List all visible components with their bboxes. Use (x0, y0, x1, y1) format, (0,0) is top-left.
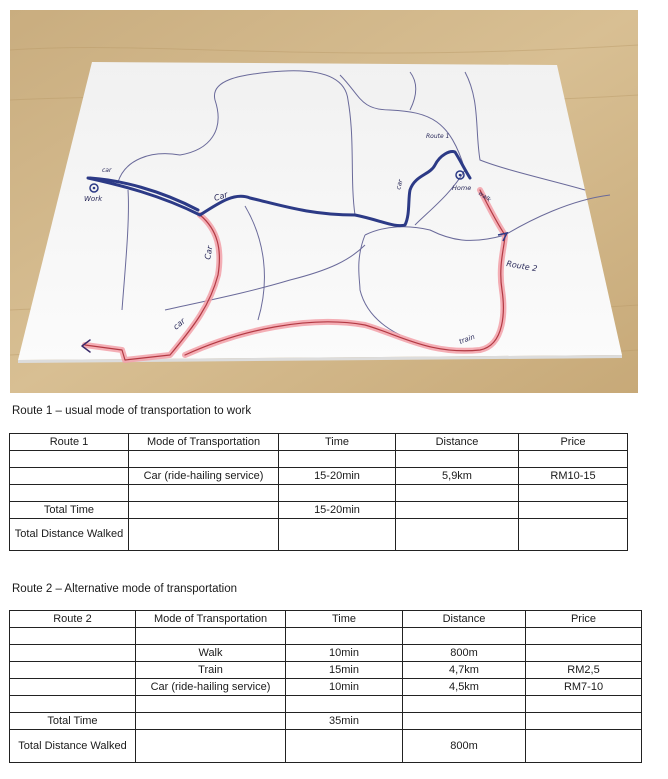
label-route2: Route 2 (505, 259, 538, 274)
table-row (10, 485, 628, 502)
label-route1: Route 1 (426, 133, 450, 140)
table-cell (286, 628, 403, 645)
label-home: Home (452, 184, 472, 192)
table-cell (279, 519, 396, 551)
route2-table (9, 610, 642, 763)
table-cell: Walk (136, 645, 286, 662)
header-distance: Distance (403, 611, 526, 628)
table-cell (129, 451, 279, 468)
table-cell: 800m (403, 730, 526, 763)
table-cell: 15-20min (279, 468, 396, 485)
route1-table (9, 433, 628, 551)
table-cell: RM10-15 (519, 468, 628, 485)
table-cell (279, 485, 396, 502)
table-row (10, 696, 642, 713)
header-time: Time (286, 611, 403, 628)
table-cell (519, 485, 628, 502)
label-car-top: car (102, 167, 112, 174)
header-mode: Mode of Transportation (136, 611, 286, 628)
paper-sheet (18, 62, 622, 360)
header-time: Time (279, 434, 396, 451)
table-cell (526, 730, 642, 763)
table-cell: Total Time (10, 713, 136, 730)
table-cell (10, 485, 129, 502)
table-cell: 4,5km (403, 679, 526, 696)
table-row (10, 645, 642, 662)
table-cell: 35min (286, 713, 403, 730)
table-cell (403, 628, 526, 645)
table-cell: Car (ride-hailing service) (129, 468, 279, 485)
table-row (10, 662, 642, 679)
table-cell (286, 730, 403, 763)
header-distance: Distance (396, 434, 519, 451)
header-route: Route 1 (10, 434, 129, 451)
table-cell (396, 502, 519, 519)
table-row (10, 679, 642, 696)
table-cell (519, 451, 628, 468)
table-cell (136, 713, 286, 730)
table-cell: 15-20min (279, 502, 396, 519)
table-cell: Car (ride-hailing service) (136, 679, 286, 696)
table-cell (403, 696, 526, 713)
table-header-row (10, 434, 628, 451)
label-car-mid: Car (212, 190, 229, 203)
label-car-low: car (171, 316, 187, 332)
table-cell (526, 696, 642, 713)
table-cell (396, 451, 519, 468)
table-cell (129, 519, 279, 551)
table-cell (10, 468, 129, 485)
table-cell (519, 519, 628, 551)
table-cell (10, 451, 129, 468)
header-route: Route 2 (10, 611, 136, 628)
table-cell (403, 713, 526, 730)
table-cell: RM2,5 (526, 662, 642, 679)
label-train: train (457, 332, 476, 346)
table-cell (526, 628, 642, 645)
map-photo (10, 10, 638, 393)
table-cell: 15min (286, 662, 403, 679)
route2-caption: Route 2 – Alternative mode of transportation (12, 583, 238, 595)
label-work: Work (84, 195, 103, 203)
table-cell (10, 662, 136, 679)
table-cell (136, 730, 286, 763)
table-row (10, 628, 642, 645)
table-cell (526, 713, 642, 730)
table-cell (396, 519, 519, 551)
table-cell: 4,7km (403, 662, 526, 679)
table-cell: Total Distance Walked (10, 519, 129, 551)
table-row (10, 451, 628, 468)
table-cell: 10min (286, 679, 403, 696)
table-cell (129, 502, 279, 519)
table-cell (286, 696, 403, 713)
table-cell (129, 485, 279, 502)
table-row (10, 519, 628, 551)
header-price: Price (526, 611, 642, 628)
table-cell: Total Distance Walked (10, 730, 136, 763)
table-cell: Train (136, 662, 286, 679)
table-cell (10, 679, 136, 696)
header-price: Price (519, 434, 628, 451)
table-cell: RM7-10 (526, 679, 642, 696)
table-row (10, 502, 628, 519)
table-cell: Total Time (10, 502, 129, 519)
table-cell: 800m (403, 645, 526, 662)
header-mode: Mode of Transportation (129, 434, 279, 451)
table-cell (526, 645, 642, 662)
table-row (10, 713, 642, 730)
table-cell (136, 696, 286, 713)
table-row (10, 468, 628, 485)
route1-caption: Route 1 – usual mode of transportation to work (12, 405, 252, 417)
table-cell: 5,9km (396, 468, 519, 485)
label-walk: walk (476, 189, 493, 204)
table-cell: 10min (286, 645, 403, 662)
table-cell (10, 645, 136, 662)
table-cell (10, 628, 136, 645)
table-cell (396, 485, 519, 502)
table-header-row (10, 611, 642, 628)
table-row (10, 730, 642, 763)
label-car-right: car (394, 178, 405, 191)
table-cell (519, 502, 628, 519)
table-cell (279, 451, 396, 468)
table-cell (136, 628, 286, 645)
label-car-left: Car (203, 245, 215, 261)
table-cell (10, 696, 136, 713)
